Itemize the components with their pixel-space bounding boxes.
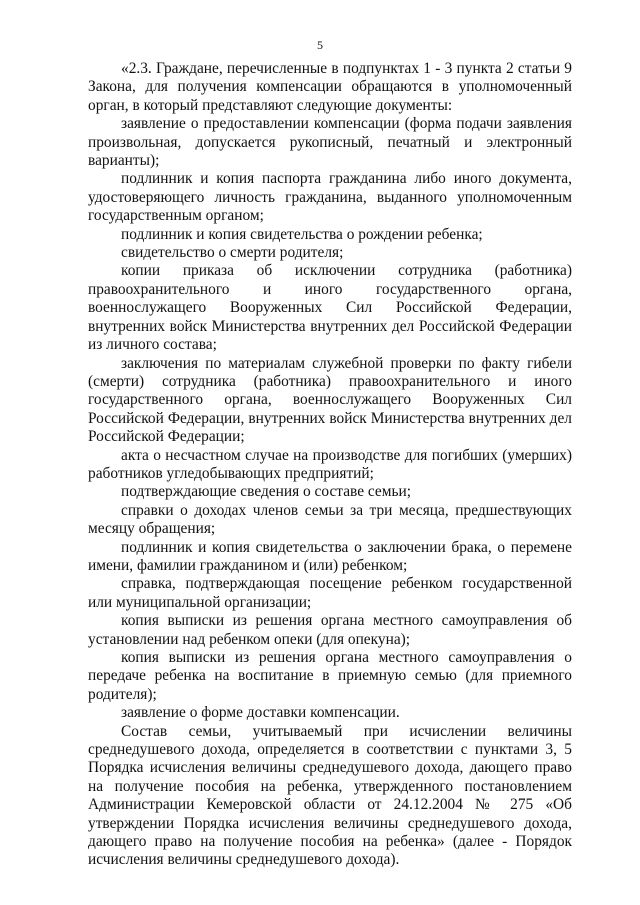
paragraph-dismissal-order: копии приказа об исключении сотрудника (работника) правоохранительного и иного государственного органа, военнослужащего Вооруженных Сил Российской Федерации, внутренних войск Министерства внутренних дел Российской Федерации из личного состава; — [88, 262, 572, 354]
paragraph-marriage-certificate: подлинник и копия свидетельства о заключении брака, о перемене имени, фамилии гражданином и (или) ребенком; — [88, 538, 572, 574]
paragraph-accident-act: акта о несчастном случае на производстве для погибших (умерших) работников угледобывающих предприятий; — [88, 446, 572, 482]
paragraph-foster-family-extract: копия выписки из решения органа местного самоуправления о передаче ребенка на воспитание в приемную семью (для приемного родителя); — [88, 649, 572, 703]
paragraph-birth-certificate: подлинник и копия свидетельства о рождении ребенка; — [121, 225, 483, 243]
paragraph-inspection-conclusion: заключения по материалам служебной проверки по факту гибели (смерти) сотрудника (работника) правоохранительного и иного государственного органа, военнослужащего Вооруженных Сил Российской Федерации, внутренних войск Министерства внутренних дел Российской Федерации; — [88, 354, 572, 446]
paragraph-family-income-rules: Состав семьи, учитываемый при исчислении величины среднедушевого дохода, определяется в соответствии с пунктами 3, 5 Порядка исчисления величины среднедушевого дохода, дающего право на получение пособия на ребенка, утвержденного постановлением Администрации Кемеровской области от 24.12.2004 № 275 «Об утверждении Порядка исчисления величины среднедушевого дохода, дающего право на получение пособия на ребенка» (далее - Порядок исчисления величины среднедушевого дохода). — [88, 722, 572, 869]
paragraph-passport: подлинник и копия паспорта гражданина либо иного документа, удостоверяющего личность гражданина, выданного уполномоченным государственным органом; — [88, 170, 572, 225]
paragraph-delivery-form: заявление о форме доставки компенсации. — [121, 704, 400, 722]
paragraph-family-composition: подтверждающие сведения о составе семьи; — [121, 483, 412, 501]
paragraph-guardianship-extract: копия выписки из решения органа местного самоуправления об установлении над ребенком опеки (для опекуна); — [88, 612, 572, 648]
paragraph-application: заявление о предоставлении компенсации (форма подачи заявления произвольная, допускается рукописный, печатный и электронный варианты); — [88, 115, 572, 170]
page-number: 5 — [317, 38, 323, 52]
paragraph-intro: «2.3. Граждане, перечисленные в подпунктах 1 - 3 пункта 2 статьи 9 Закона, для получения компенсации обращаются в уполномоченный орган, в который представляют следующие документы: — [88, 60, 572, 114]
paragraph-income-certificates: справки о доходах членов семьи за три месяца, предшествующих месяцу обращения; — [88, 501, 572, 538]
paragraph-attendance-certificate: справка, подтверждающая посещение ребенком государственной или муниципальной организации; — [88, 575, 572, 611]
paragraph-death-certificate: свидетельство о смерти родителя; — [121, 244, 344, 262]
document-body — [88, 60, 572, 870]
